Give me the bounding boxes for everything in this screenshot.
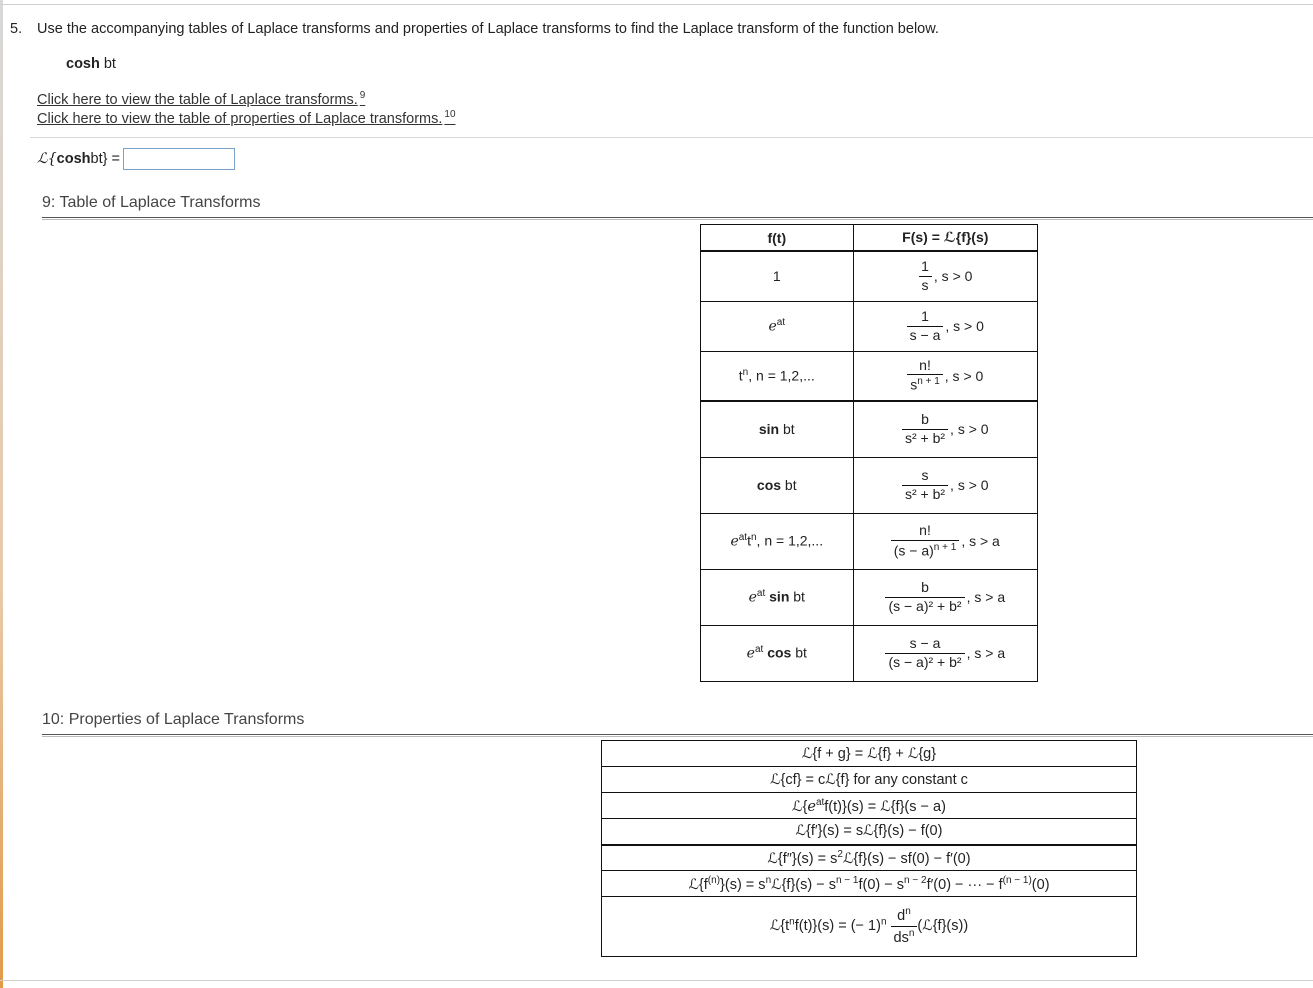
denominator <box>907 374 943 393</box>
properties-table <box>601 740 1137 957</box>
function-display <box>66 56 116 72</box>
F-cell <box>853 251 1037 301</box>
t-symbol: t <box>747 532 751 549</box>
section-rule <box>42 217 1313 220</box>
laplace-table-title: 9: Table of Laplace Transforms <box>42 194 261 211</box>
p6-d: f(0) − s <box>858 876 905 893</box>
f-rest: bt <box>779 421 795 438</box>
numerator: b <box>921 411 929 428</box>
answer-cosh: cosh <box>56 151 91 167</box>
footnote-ref-9: 9 <box>359 90 366 101</box>
answer-input[interactable] <box>123 148 235 170</box>
question-number: 5. <box>10 21 23 37</box>
property-shift <box>602 793 1137 819</box>
p6-e: f′(0) − ··· − f <box>926 876 1003 893</box>
property-linearity: ℒ{f + g} = ℒ{f} + ℒ{g} <box>602 741 1137 767</box>
numerator: s − a <box>909 635 941 652</box>
f-rest: , n = 1,2,... <box>748 368 815 385</box>
f-cell <box>701 569 854 625</box>
exponent: at <box>815 796 825 808</box>
ds-symbol: ds <box>893 929 909 946</box>
property-second-derivative <box>602 845 1137 871</box>
table-row <box>701 513 1038 569</box>
property-row <box>602 767 1137 793</box>
table-row <box>701 457 1038 513</box>
answer-suffix: bt} = <box>90 151 120 167</box>
numerator: 1 <box>921 308 929 325</box>
left-accent-bar <box>0 0 3 988</box>
table-row <box>701 625 1038 681</box>
condition: , s > 0 <box>933 268 973 285</box>
p3-b: f(t)}(s) = ℒ{f}(s − a) <box>824 798 946 815</box>
denominator: s² + b² <box>902 429 948 446</box>
condition: , s > 0 <box>944 367 984 384</box>
F-cell <box>853 569 1037 625</box>
numerator: s <box>921 467 929 484</box>
denominator: s² + b² <box>902 485 948 502</box>
F-cell <box>853 625 1037 681</box>
property-row <box>602 741 1137 767</box>
bottom-border <box>0 980 1313 981</box>
f-cell <box>701 625 854 681</box>
answer-prefix: ℒ{ <box>37 151 57 167</box>
exponent: at <box>776 317 786 329</box>
exponent: n − 2 <box>904 874 927 886</box>
exponent: n <box>905 906 911 918</box>
p6-a: ℒ{f <box>688 876 708 893</box>
header-F: F(s) = ℒ{f}(s) <box>853 225 1037 252</box>
e-symbol: e <box>807 798 816 815</box>
d-symbol: d <box>897 908 906 925</box>
property-scalar: ℒ{cf} = cℒ{f} for any constant c <box>602 767 1137 793</box>
den-exponent: n + 1 <box>917 376 940 388</box>
function-arg: bt <box>99 56 116 72</box>
exponent: (n − 1) <box>1002 874 1032 886</box>
denominator <box>891 926 918 947</box>
f-rest: , n = 1,2,... <box>756 532 824 549</box>
e-symbol: e <box>730 533 739 550</box>
f-cell: 1 <box>701 251 854 301</box>
f-cell <box>701 301 854 351</box>
sin-label: sin <box>769 588 790 605</box>
den-base: (s − a) <box>893 542 934 559</box>
p6-f: (0) <box>1031 876 1050 893</box>
numerator: 1 <box>921 258 929 275</box>
table-row <box>701 569 1038 625</box>
denominator: s − a <box>907 326 944 343</box>
laplace-table-link-label[interactable]: Click here to view the table of Laplace transforms. <box>37 92 358 108</box>
laplace-table-link[interactable] <box>37 90 365 108</box>
property-row <box>602 845 1137 871</box>
f-cell <box>701 513 854 569</box>
exponent: at <box>756 588 766 600</box>
table-row <box>701 401 1038 457</box>
p7-c: (ℒ{f}(s)) <box>917 918 969 935</box>
question-prompt: Use the accompanying tables of Laplace transforms and properties of Laplace transforms to find the Laplace transform of the function below. <box>37 21 939 37</box>
cos-label: cos <box>756 477 782 493</box>
property-row <box>602 871 1137 897</box>
p7-b: f(t)}(s) = (− 1) <box>794 918 881 935</box>
exponent: n <box>750 532 757 544</box>
numerator <box>894 906 914 926</box>
exponent: at <box>754 644 764 656</box>
function-name: cosh <box>66 56 100 72</box>
condition: , s > a <box>966 645 1006 661</box>
divider <box>30 137 1313 138</box>
denominator: s <box>919 276 932 293</box>
condition: , s > 0 <box>945 318 984 334</box>
e-symbol: e <box>748 589 757 606</box>
den-exponent: n + 1 <box>933 541 957 553</box>
top-border <box>0 4 1313 5</box>
property-multiply-tn <box>602 897 1137 957</box>
laplace-transforms-table <box>700 224 1038 682</box>
header-f: f(t) <box>701 225 854 252</box>
e-symbol: e <box>768 318 777 335</box>
F-cell <box>853 301 1037 351</box>
exponent: n <box>765 874 772 886</box>
exponent: n <box>880 916 887 928</box>
derivative-fraction <box>891 906 918 947</box>
footnote-ref-10: 10 <box>444 109 456 120</box>
f-cell <box>701 457 854 513</box>
f-cell <box>701 351 854 401</box>
f-rest: bt <box>781 477 797 493</box>
F-cell <box>853 457 1037 513</box>
condition: , s > a <box>961 533 1000 549</box>
F-cell <box>853 351 1037 401</box>
exponent: n <box>742 367 749 379</box>
cos-label: cos <box>767 644 792 661</box>
answer-row <box>37 148 235 170</box>
property-nth-derivative <box>602 871 1137 897</box>
numerator: n! <box>919 357 931 374</box>
F-cell <box>853 401 1037 457</box>
f-cell <box>701 401 854 457</box>
exponent: n <box>908 928 915 939</box>
p7-a: ℒ{t <box>769 918 790 935</box>
numerator: b <box>921 579 929 596</box>
f-rest: bt <box>789 588 805 605</box>
table-row <box>701 251 1038 301</box>
properties-table-link-label[interactable]: Click here to view the table of properties of Laplace transforms. <box>37 111 443 127</box>
denominator: (s − a)² + b² <box>885 597 964 614</box>
condition: , s > 0 <box>950 421 989 438</box>
properties-table-title: 10: Properties of Laplace Transforms <box>42 711 305 728</box>
p3-a: ℒ{ <box>792 798 808 815</box>
property-row <box>602 897 1137 957</box>
table-row <box>701 301 1038 351</box>
denominator <box>891 540 960 559</box>
exponent: n <box>789 916 795 928</box>
properties-table-link[interactable] <box>37 109 456 127</box>
condition: , s > a <box>966 589 1006 605</box>
property-row <box>602 819 1137 845</box>
sin-label: sin <box>758 421 780 438</box>
exponent: 2 <box>837 848 843 860</box>
exponent: (n) <box>707 874 721 886</box>
exponent: n − 1 <box>835 874 859 886</box>
numerator: n! <box>919 522 931 539</box>
p5-a: ℒ{f″}(s) = s <box>767 850 838 867</box>
p5-b: ℒ{f}(s) − sf(0) − f′(0) <box>842 850 971 867</box>
denominator: (s − a)² + b² <box>885 653 964 670</box>
p6-b: }(s) = s <box>720 876 766 893</box>
condition: , s > 0 <box>950 477 989 493</box>
F-cell <box>853 513 1037 569</box>
section-rule <box>42 734 1313 737</box>
property-row <box>602 793 1137 819</box>
t-symbol: t <box>738 368 743 385</box>
exponent: at <box>738 532 748 544</box>
p6-c: ℒ{f}(s) − s <box>771 876 836 893</box>
e-symbol: e <box>746 645 755 662</box>
table-row <box>701 351 1038 401</box>
f-rest: bt <box>791 644 807 661</box>
property-first-derivative: ℒ{f′}(s) = sℒ{f}(s) − f(0) <box>602 819 1137 845</box>
den-base: s <box>910 377 918 394</box>
